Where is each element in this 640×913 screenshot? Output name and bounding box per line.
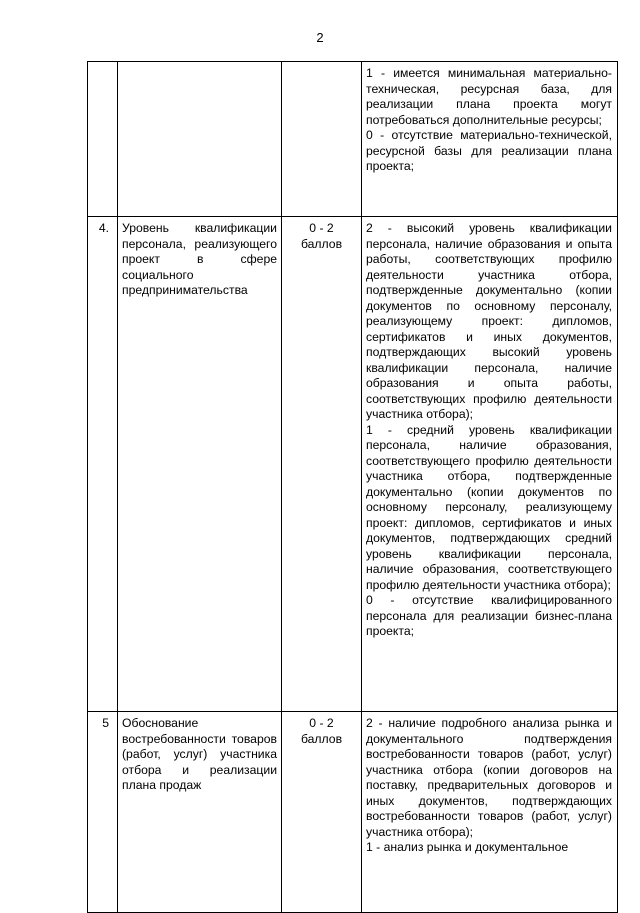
table-row-criterion-5 [88, 712, 618, 913]
row-number-cell: 5 [88, 712, 118, 913]
score-description-paragraph: 0 - отсутствие квалифицированного персонала для реализации бизнес-плана проекта; [366, 593, 612, 638]
criteria-table [87, 61, 618, 913]
criterion-name-cell: Обоснование востребованности товаров (работ, услуг) участника отбора и реализации плана продаж [118, 712, 282, 913]
score-description-paragraph: 0 - отсутствие материально-технической, ресурсной базы для реализации плана проекта; [366, 128, 612, 173]
score-range-cell [282, 62, 362, 217]
table-row-continuation [88, 62, 618, 217]
table-row-criterion-4 [88, 217, 618, 712]
score-description-paragraph: 1 - средний уровень квалификации персонала, наличие образования, соответствующего профилю деятельности участника отбора, подтвержденные документально (копии документов по основному персоналу, реализующему проект: дипломов, сертификатов и иных документов, подтверждающих средний уровень квалификации персонала, наличие образования, соответствующего профилю деятельности участника отбора); [366, 422, 612, 592]
score-description-paragraph: 1 - анализ рынка и документальное [366, 840, 569, 854]
criterion-name-cell: Уровень квалификации персонала, реализующего проект в сфере социального предпринимательства [118, 217, 282, 712]
score-description-paragraph: 1 - имеется минимальная материально-техническая, ресурсная база, для реализации плана проекта могут потребоваться дополнительные ресурсы; [366, 66, 612, 127]
score-description-cell [362, 62, 618, 217]
page-number: 2 [316, 30, 324, 45]
score-description-cell [362, 217, 618, 712]
criterion-name-cell [118, 62, 282, 217]
row-number-cell: 4. [88, 217, 118, 712]
score-description-cell [362, 712, 618, 913]
score-description-paragraph: 2 - наличие подробного анализа рынка и документального подтверждения востребованности товаров (работ, услуг) участника отбора (копии договоров на поставку, предварительных договоров и иных документов, подтверждающих востребованности товаров (работ, услуг) участника отбора); [366, 716, 612, 839]
score-description-paragraph: 2 - высокий уровень квалификации персонала, наличие образования и опыта работы, соответствующих профилю деятельности участника отбора, подтвержденные документально (копии документов по основному персоналу, реализующему проект: дипломов, сертификатов и иных документов, подтверждающих высокий уровень квалификации персонала, наличие образования и опыта работы, соответствующих профилю деятельности участника отбора); [366, 221, 612, 421]
score-range-cell: 0 - 2 баллов [282, 712, 362, 913]
row-number-cell [88, 62, 118, 217]
score-range-cell: 0 - 2 баллов [282, 217, 362, 712]
